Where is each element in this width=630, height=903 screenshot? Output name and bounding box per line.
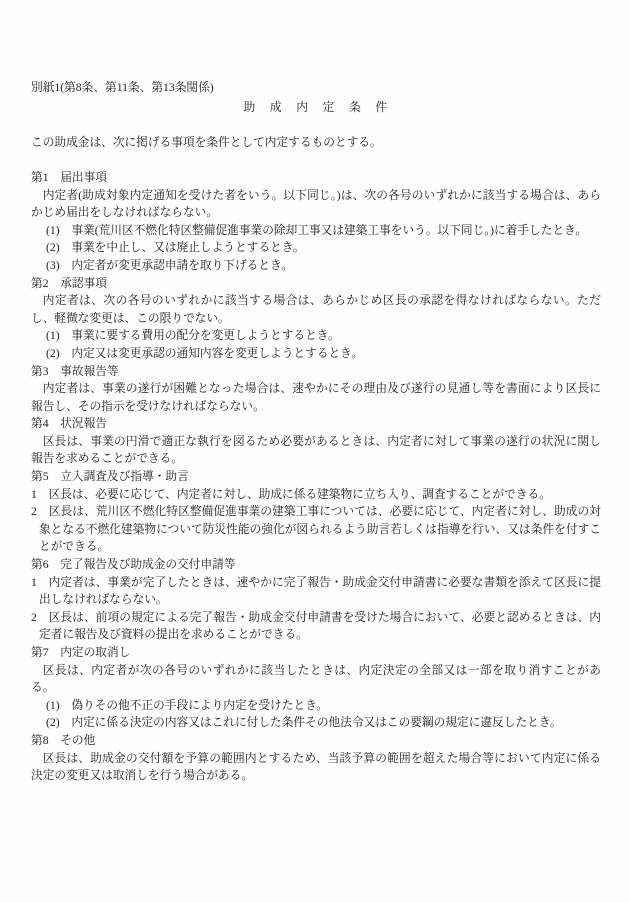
section-heading: 第2 承認事項 xyxy=(31,276,107,290)
section xyxy=(31,415,601,468)
section xyxy=(31,468,601,556)
section xyxy=(31,363,601,416)
list-item: (2) 内定又は変更承認の通知内容を変更しようとするとき。 xyxy=(46,346,364,360)
section-heading: 第6 完了報告及び助成金の交付申請等 xyxy=(31,558,236,572)
paragraph: 内定者は、次の各号のいずれかに該当する場合は、あらかじめ区長の承認を得なければならない。ただし、軽微な変更は、この限りでない。 xyxy=(31,294,601,325)
doc-reference: 別紙1(第8条、第11条、第13条関係) xyxy=(31,81,214,94)
section-heading: 第7 内定の取消し xyxy=(31,646,131,659)
intro-text: この助成金は、次に掲げる事項を条件として内定するものとする。 xyxy=(31,135,382,149)
section-heading: 第8 その他 xyxy=(31,733,96,747)
section-heading: 第4 状況報告 xyxy=(31,417,107,431)
list-item: (1) 事業(荒川区不燃化特区整備促進事業の除却工事又は建築工事をいう。以下同じ。)に着手したとき。 xyxy=(46,223,588,237)
section xyxy=(31,169,601,275)
paragraph: 2 区長は、荒川区不燃化特区整備促進事業の建築工事については、必要に応じて、内定者に対し、助成の対象となる不燃化建築物について防災性能の強化が図られるよう助言若しくは指導を行い、又は条件を付すことができる。 xyxy=(31,505,601,554)
section-heading: 第5 立入調査及び指導・助言 xyxy=(31,470,189,484)
list-item: (2) 内定に係る決定の内容又はこれに付した条件その他法令又はこの要綱の規定に違反したとき。 xyxy=(46,716,562,730)
paragraph: 内定者(助成対象内定通知を受けた者をいう。以下同じ。)は、次の各号のいずれかに該当する場合は、あらかじめ届出をしなければならない。 xyxy=(31,188,601,220)
section xyxy=(31,644,601,732)
paragraph: 区長は、内定者が次の各号のいずれかに該当したときは、内定決定の全部又は一部を取り消すことがある。 xyxy=(31,663,601,695)
page-title: 助 成 内 定 条 件 xyxy=(243,100,389,114)
list-item: (2) 事業を中止し、又は廃止しようとするとき。 xyxy=(46,241,305,255)
section xyxy=(31,275,601,363)
sections xyxy=(31,169,601,785)
paragraph: 2 区長は、前項の規定による完了報告・助成金交付申請書を受けた場合において、必要と認めるときは、内定者に報告及び資料の提出を求めることができる。 xyxy=(31,610,601,642)
paragraph: 内定者は、事業の遂行が困難となった場合は、速やかにその理由及び遂行の見通し等を書面により区長に報告し、その指示を受けなければならない。 xyxy=(31,382,601,413)
section-heading: 第3 事故報告等 xyxy=(31,364,119,378)
paragraph: 1 区長は、必要に応じて、内定者に対し、助成に係る建築物に立ち入り、調査することができる。 xyxy=(31,487,551,501)
paragraph: 区長は、事業の円滑で適正な執行を図るため必要があるときは、内定者に対して事業の遂行の状況に関し報告を求めることができる。 xyxy=(31,434,601,466)
paragraph: 区長は、助成金の交付額を予算の範囲内とするため、当該予算の範囲を超えた場合等において内定に係る決定の変更又は取消しを行う場合がある。 xyxy=(31,751,601,783)
list-item: (1) 偽りその他不正の手段により内定を受けたとき。 xyxy=(46,698,328,712)
paragraph: 1 内定者は、事業が完了したときは、速やかに完了報告・助成金交付申請書に必要な書類を添えて区長に提出しなければならない。 xyxy=(31,575,601,607)
section xyxy=(31,732,601,785)
section-heading: 第1 届出事項 xyxy=(31,170,107,184)
list-item: (1) 事業に要する費用の配分を変更しようとするとき。 xyxy=(46,329,340,343)
list-item: (3) 内定者が変更承認申請を取り下げるとき。 xyxy=(46,258,293,272)
section xyxy=(31,556,601,644)
